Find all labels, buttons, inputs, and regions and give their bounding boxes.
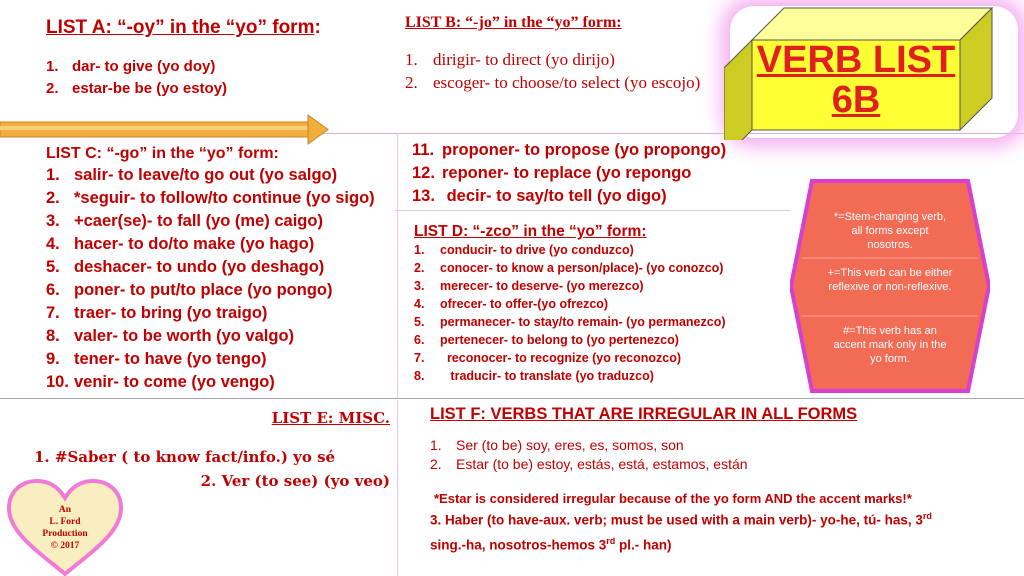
list-item: 10. venir- to come (yo vengo) bbox=[46, 373, 275, 391]
divider-vertical bbox=[397, 135, 398, 398]
arrow-right-icon bbox=[0, 113, 330, 147]
list-a-title: LIST A: “-oy” in the “yo” form: bbox=[46, 17, 321, 38]
verb-list-box bbox=[724, 0, 1024, 140]
list-b-items bbox=[405, 48, 700, 94]
list-item: 1. dar- to give (yo doy) bbox=[46, 58, 216, 75]
list-item: 2. Ver (to see) (yo veo) bbox=[200, 472, 390, 490]
list-item: 1. #Saber ( to know fact/info.) yo sé bbox=[34, 448, 336, 466]
list-item: 2. escoger- to choose/to select (yo escojo) bbox=[405, 73, 701, 92]
list-d-items bbox=[414, 241, 726, 385]
list-item: 12. reponer- to replace (yo repongo bbox=[412, 164, 692, 182]
legend-hexagon bbox=[790, 178, 990, 394]
list-d-title: LIST D: “-zco” in the “yo” form: bbox=[414, 223, 647, 240]
list-b-title: LIST B: “-jo” in the “yo” form: bbox=[405, 14, 622, 31]
list-item: 1. dirigir- to direct (yo dirijo) bbox=[405, 50, 615, 69]
list-item: 8. traducir- to translate (yo traduzco) bbox=[414, 369, 654, 383]
list-item: 2. Estar (to be) estoy, estás, está, estamos, están bbox=[430, 456, 748, 472]
list-item: 3. merecer- to deserve- (yo merezco) bbox=[414, 279, 644, 293]
list-b bbox=[405, 14, 700, 94]
list-f-haber-item: 3. Haber (to have-aux. verb; must be used with a main verb)- yo-he, tú- has, 3rd sing.-ha, nosotros-hemos 3rd pl.- han) bbox=[430, 511, 932, 552]
list-item: 8. valer- to be worth (yo valgo) bbox=[46, 327, 295, 345]
list-c-continued bbox=[412, 139, 726, 208]
verb-list-title: VERB LIST 6B bbox=[756, 39, 956, 121]
divider-middle bbox=[395, 210, 790, 211]
list-item: 4. ofrecer- to offer-(yo ofrezco) bbox=[414, 297, 609, 311]
list-item: 1. salir- to leave/to go out (yo salgo) bbox=[46, 166, 338, 184]
list-item: 1. conducir- to drive (yo conduzco) bbox=[414, 243, 634, 257]
list-item: 2. *seguir- to follow/to continue (yo sigo) bbox=[46, 189, 375, 207]
list-item: 13. decir- to say/to tell (yo digo) bbox=[412, 187, 667, 205]
heart-badge bbox=[6, 478, 124, 576]
list-item: 1. Ser (to be) soy, eres, es, somos, son bbox=[430, 437, 684, 453]
list-item: 4. hacer- to do/to make (yo hago) bbox=[46, 235, 315, 253]
divider-bottom bbox=[0, 398, 1024, 399]
list-c-continued-items bbox=[412, 139, 726, 208]
list-item: 7. reconocer- to recognize (yo reconozco) bbox=[414, 351, 682, 365]
legend-stem-changing: *=Stem-changing verb, all forms except nosotros. bbox=[833, 211, 947, 251]
list-c bbox=[46, 145, 375, 394]
list-a bbox=[46, 17, 321, 100]
list-item: 6. poner- to put/to place (yo pongo) bbox=[46, 281, 333, 299]
list-item: 9. tener- to have (yo tengo) bbox=[46, 350, 267, 368]
divider-vertical-bottom bbox=[397, 400, 398, 576]
legend-accent-mark: #=This verb has an accent mark only in the yo form. bbox=[833, 325, 947, 365]
list-f bbox=[430, 405, 857, 474]
list-item: 7. traer- to bring (yo traigo) bbox=[46, 304, 268, 322]
list-a-items bbox=[46, 56, 321, 100]
heart-credit: An L. Ford Production © 2017 bbox=[42, 505, 88, 551]
list-item: 3. +caer(se)- to fall (yo (me) caigo) bbox=[46, 212, 323, 230]
list-e-title: LIST E: MISC. bbox=[271, 409, 390, 427]
list-d bbox=[414, 223, 726, 385]
list-c-title: LIST C: “-go” in the “yo” form: bbox=[46, 145, 279, 162]
list-c-items bbox=[46, 164, 375, 394]
list-item: 2. conocer- to know a person/place)- (yo conozco) bbox=[414, 261, 724, 275]
list-f-title: LIST F: VERBS THAT ARE IRREGULAR IN ALL FORMS bbox=[430, 405, 858, 423]
legend-reflexive: +=This verb can be either reflexive or non-reflexive. bbox=[827, 267, 953, 293]
list-item: 2. estar-be be (yo estoy) bbox=[46, 80, 228, 97]
list-item: 5. permanecer- to stay/to remain- (yo permanezco) bbox=[414, 315, 726, 329]
list-item: 5. deshacer- to undo (yo deshago) bbox=[46, 258, 325, 276]
list-f-items bbox=[430, 436, 857, 474]
list-item: 6. pertenecer- to belong to (yo pertenezco) bbox=[414, 333, 679, 347]
list-f-estar-note: *Estar is considered irregular because of the yo form AND the accent marks!* bbox=[434, 491, 912, 506]
list-item: 11. proponer- to propose (yo propongo) bbox=[412, 141, 727, 159]
